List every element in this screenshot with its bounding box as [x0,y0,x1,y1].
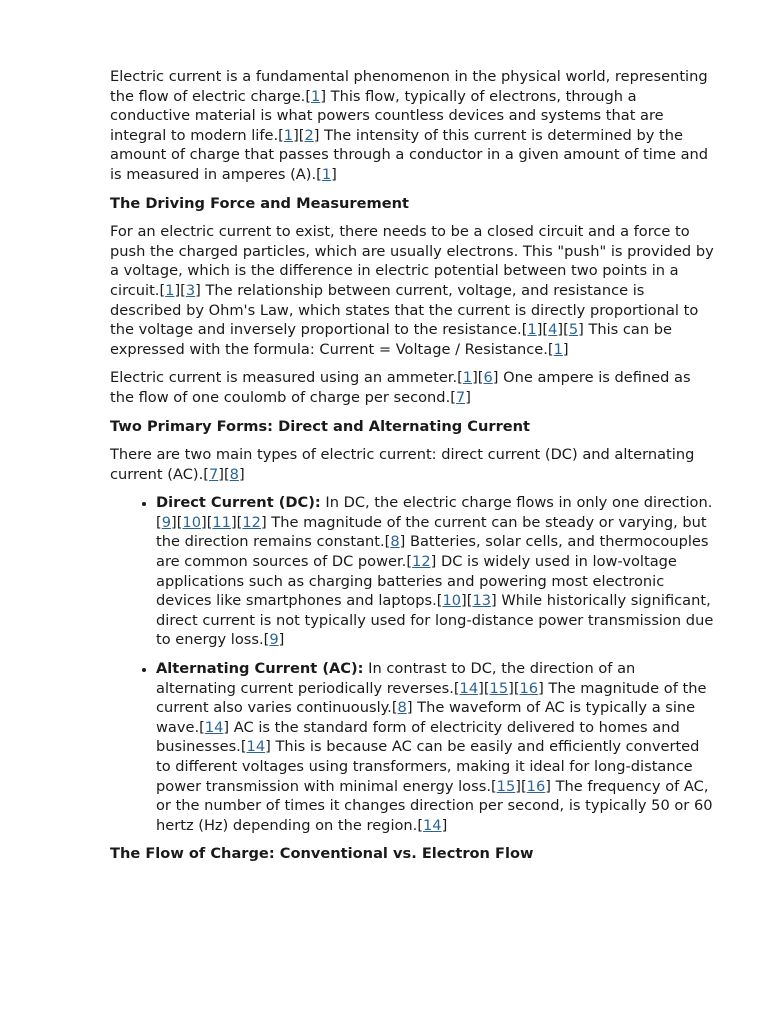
section-heading: The Driving Force and Measurement [110,194,409,212]
text-run: The frequency of AC, or the number of times it changes direction per second, is typically 50 or 60 hertz (Hz) depending on the region. [156,777,713,834]
paragraph [110,222,716,359]
paragraph [110,445,716,484]
citation-bracket: [ [206,513,213,531]
citation-bracket: [ [513,679,520,697]
citation-link[interactable]: 13 [472,592,492,610]
citation-bracket: ] [313,126,320,144]
citation-link[interactable]: 15 [489,679,509,697]
list-item-term: Alternating Current (AC): [156,660,364,678]
text-run: One ampere is defined as the flow of one coulomb of charge per second. [110,369,691,406]
citation-bracket: ] [174,281,181,299]
citation-link[interactable]: 8 [390,533,400,551]
citation-bracket: ] [430,553,437,571]
citation-bracket: [ [156,513,162,531]
citation-bracket: ] [171,513,177,531]
citation-bracket: [ [406,553,413,571]
citation-link[interactable]: 3 [185,281,196,299]
citation-link[interactable]: 8 [397,699,407,717]
text-run: The magnitude of the current can be steady or varying, but the direction remains constant. [156,513,707,551]
citation-bracket: [ [298,126,305,144]
citation-bracket: ] [491,592,497,610]
citation-bracket: ] [515,777,521,795]
citation-link[interactable]: 8 [229,465,239,483]
paragraph [110,67,716,185]
citation-bracket: ] [265,738,271,756]
text-run: There are two main types of electric current: direct current (DC) and alternating current (AC). [110,446,695,483]
citation-link[interactable]: 9 [269,631,279,649]
citation-bracket: ] [461,592,467,610]
citation-link[interactable]: 12 [242,513,261,531]
citation-bracket: [ [236,513,243,531]
citation-link[interactable]: 10 [442,592,462,610]
paragraph [110,368,716,407]
list-item [156,493,716,650]
citation-bracket: ] [200,513,207,531]
citation-link[interactable]: 14 [459,679,479,697]
citation-bracket: [ [520,777,527,795]
citation-bracket: [ [477,369,484,387]
citation-bracket: ] [508,679,514,697]
citation-bracket: [ [436,592,443,610]
citation-link[interactable]: 14 [204,718,224,736]
text-run: Electric current is a fundamental phenomenon in the physical world, representing the flow of electric charge. [110,68,708,105]
citation-bracket: [ [263,631,270,649]
citation-link[interactable]: 2 [304,126,314,144]
citation-bracket: [ [417,816,424,834]
text-run: The waveform of AC is typically a sine wave. [156,699,696,736]
citation-link[interactable]: 1 [462,369,473,387]
list-item [156,659,716,835]
section-heading: The Flow of Charge: Conventional vs. Electron Flow [110,845,534,863]
citation-bracket: [ [450,388,456,406]
citation-link[interactable]: 14 [246,738,266,756]
citation-bracket: ] [293,126,299,144]
citation-bracket: [ [563,321,569,339]
citation-bracket: ] [331,165,337,183]
citation-bracket: [ [483,679,490,697]
citation-bracket: [ [305,87,312,105]
citation-bracket: ] [238,465,245,483]
bullet-list [110,493,716,835]
citation-bracket: ] [223,718,230,736]
citation-bracket: ] [472,369,478,387]
citation-bracket: ] [218,465,224,483]
citation-bracket: [ [278,126,284,144]
citation-bracket: [ [180,281,186,299]
citation-link[interactable]: 9 [161,513,171,531]
citation-bracket: ] [545,777,551,795]
text-run: The magnitude of the current also varies continuously. [156,679,707,717]
citation-bracket: [ [542,321,549,339]
citation-bracket: [ [453,679,460,697]
citation-link[interactable]: 15 [496,777,516,795]
citation-link[interactable]: 7 [208,465,219,483]
citation-bracket: ] [399,533,406,551]
citation-bracket: ] [320,87,327,105]
citation-bracket: ] [538,679,544,697]
citation-link[interactable]: 1 [321,165,332,183]
citation-bracket: ] [278,631,285,649]
citation-bracket: ] [536,321,543,339]
citation-bracket: ] [406,699,413,717]
citation-link[interactable]: 1 [283,126,294,144]
citation-link[interactable]: 11 [212,513,231,531]
citation-link[interactable]: 1 [311,87,321,105]
citation-bracket: ] [195,281,201,299]
citation-link[interactable]: 6 [483,369,493,387]
citation-bracket: [ [159,281,166,299]
citation-link[interactable]: 14 [423,816,442,834]
citation-link[interactable]: 7 [455,388,466,406]
citation-bracket: ] [465,388,471,406]
citation-bracket: [ [547,340,554,358]
text-run: AC is the standard form of electricity delivered to homes and businesses. [156,718,680,756]
text-run: In contrast to DC, the direction of an alternating current periodically reverses. [156,660,636,697]
citation-bracket: ] [260,513,267,531]
citation-link[interactable]: 1 [527,321,537,339]
text-run: For an electric current to exist, there needs to be a closed circuit and a force to push the charged particles, which are usually electrons. This "push" is provided by a voltage, which is the difference in electric potential between two points in a circuit. [110,223,714,299]
citation-bracket: ] [230,513,237,531]
citation-link[interactable]: 5 [568,321,579,339]
citation-bracket: ] [478,679,484,697]
citation-bracket: [ [199,718,205,736]
article-body [110,67,716,873]
citation-bracket: [ [240,738,247,756]
citation-link[interactable]: 1 [165,281,175,299]
text-run: In DC, the electric charge flows in only one direction. [320,494,713,512]
section-heading: Two Primary Forms: Direct and Alternating Current [110,417,531,435]
citation-bracket: [ [384,533,391,551]
text-run: The relationship between current, voltage, and resistance is described by Ohm's Law, which states that the current is directly proportional to the voltage and inversely proportional to the resistance. [110,281,699,339]
citation-bracket: [ [457,369,463,387]
citation-link[interactable]: 10 [182,513,201,531]
citation-link[interactable]: 1 [553,340,563,358]
citation-bracket: [ [176,513,183,531]
text-run: The intensity of this current is determined by the amount of charge that passes through a conductor in a given amount of time and is measured in amperes (A). [110,126,709,183]
text-run: Batteries, solar cells, and thermocouples are common sources of DC power. [156,533,709,571]
text-run: This is because AC can be easily and efficiently converted to different voltages using transformers, making it ideal for long-distance power transmission with minimal energy loss. [156,738,700,795]
text-run: DC is widely used in low-voltage applications such as charging batteries and powering most electronic devices like smartphones and laptops. [156,553,677,610]
citation-bracket: [ [521,321,528,339]
citation-bracket: ] [562,340,569,358]
citation-bracket: ] [441,816,448,834]
citation-bracket: [ [466,592,473,610]
citation-bracket: ] [578,321,584,339]
list-item-term: Direct Current (DC): [156,494,321,512]
citation-link[interactable]: 16 [526,777,546,795]
citation-link[interactable]: 12 [412,553,431,571]
text-run: Electric current is measured using an ammeter. [110,369,458,387]
citation-bracket: [ [316,165,322,183]
citation-link[interactable]: 16 [519,679,539,697]
text-run: This flow, typically of electrons, through a conductive material is what powers countless devices and systems that are integral to modern life. [110,87,664,144]
citation-bracket: ] [492,369,499,387]
text-run: This can be expressed with the formula: Current = Voltage / Resistance. [110,321,673,358]
citation-bracket: [ [391,699,398,717]
citation-link[interactable]: 4 [548,321,558,339]
citation-bracket: [ [203,465,209,483]
text-run: While historically significant, direct current is not typically used for long-distance power transmission due to energy loss. [156,592,714,649]
citation-bracket: [ [223,465,230,483]
citation-bracket: [ [490,777,497,795]
citation-bracket: ] [557,321,564,339]
